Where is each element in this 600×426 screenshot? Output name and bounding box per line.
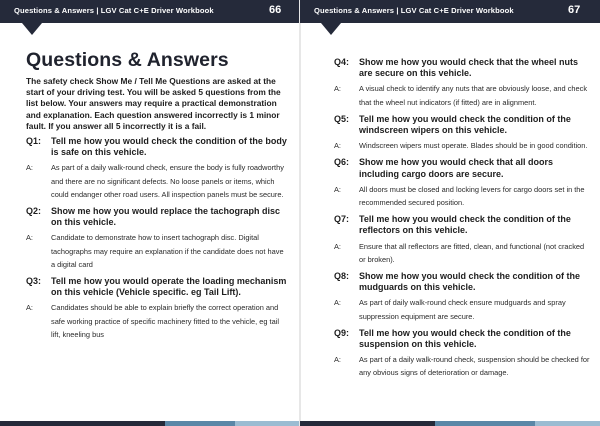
footer-stripe-light xyxy=(535,421,600,426)
qa-item-q6 xyxy=(334,157,590,209)
question-text: Tell me how you would check the condition of the reflectors on this vehicle. xyxy=(359,214,571,236)
qa-item-q3 xyxy=(26,276,288,341)
right-page xyxy=(300,0,600,426)
question-number: Q2: xyxy=(26,206,42,217)
footer-stripe-mid xyxy=(435,421,535,426)
question-text: Show me how you would check that the wheel nuts are secure on this vehicle. xyxy=(359,57,579,79)
footer-stripe-dark xyxy=(300,421,435,426)
qa-item-q9 xyxy=(334,328,590,380)
page-number: 66 xyxy=(269,4,282,16)
header-notch xyxy=(22,23,42,35)
footer-stripe-mid xyxy=(165,421,235,426)
question-number: Q3: xyxy=(26,276,42,287)
answer-label: A: xyxy=(26,303,33,313)
qa-item-q1 xyxy=(26,136,288,201)
footer-stripe-light xyxy=(235,421,300,426)
question-text: Show me how you would check that all doors including cargo doors are secure. xyxy=(359,157,554,179)
question-number: Q9: xyxy=(334,327,350,338)
answer-label: A: xyxy=(334,184,341,194)
qa-item-q4 xyxy=(334,57,590,109)
question-number: Q8: xyxy=(334,271,350,282)
question-number: Q4: xyxy=(334,57,350,67)
page-footer-stripe xyxy=(300,421,600,426)
answer-label: A: xyxy=(26,163,33,173)
answer-text: All doors must be closed and locking levers for cargo doors set in the recommended secured position. xyxy=(359,184,585,208)
question-text: Tell me how you would check the condition of the suspension on this vehicle. xyxy=(359,327,571,350)
qa-item-q7 xyxy=(334,214,590,266)
qa-item-q5 xyxy=(334,114,590,153)
answer-text: As part of daily walk-round check ensure mudguards and spray suppression equipment are secure. xyxy=(359,298,566,321)
intro-paragraph: The safety check Show Me / Tell Me Questions are asked at the start of your driving test. You will be asked 5 questions from the list below. Your answers may require a practical demonstration and explanation. Each question answered incorrectly is 1 minor fault. If you answer all 5 incorrectly it is a fail. xyxy=(26,76,281,131)
answer-text: Candidates should be able to explain briefly the correct operation and safe working practice of specific machinery fitted to the vehicle, eg tail lift, kneeling bus xyxy=(51,303,279,339)
qa-item-q2 xyxy=(26,206,288,271)
page-number: 67 xyxy=(568,4,581,16)
header-notch xyxy=(321,23,341,35)
question-text: Show me how you would check the condition of the mudguards on this vehicle. xyxy=(359,271,581,293)
question-text: Tell me how you would operate the loading mechanism on this vehicle (Vehicle specific. eg Tail Lift). xyxy=(51,276,287,298)
page-content xyxy=(26,49,288,346)
answer-text: As part of a daily walk-round check, ensure the body is fully roadworthy and there are no significant defects. No loose panels or items, which could endanger other road users. All inspection panels must be secure. xyxy=(51,163,284,199)
question-number: Q7: xyxy=(334,214,350,225)
answer-label: A: xyxy=(334,355,341,365)
header-title: Questions & Answers | LGV Cat C+E Driver Workbook xyxy=(314,6,514,15)
answer-text: Windscreen wipers must operate. Blades should be in good condition. xyxy=(359,141,588,151)
qa-item-q8 xyxy=(334,271,590,323)
answer-label: A: xyxy=(334,84,341,94)
answer-label: A: xyxy=(26,233,33,243)
answer-text: A visual check to identify any nuts that are obviously loose, and check that the wheel nut indicators (if fitted) are in alignment. xyxy=(359,84,588,107)
question-text: Tell me how you would check the condition of the body is safe on this vehicle. xyxy=(51,136,287,158)
answer-label: A: xyxy=(334,141,341,151)
question-number: Q1: xyxy=(26,136,42,147)
answer-text: Candidate to demonstrate how to insert tachograph disc. Digital tachographs may require an explanation if the candidate does not have a digital card xyxy=(51,233,284,269)
footer-stripe-dark xyxy=(0,421,165,426)
answer-label: A: xyxy=(334,241,341,251)
page-footer-stripe xyxy=(0,421,300,426)
answer-text: Ensure that all reflectors are fitted, clean, and functional (not cracked or broken). xyxy=(359,241,585,264)
question-number: Q6: xyxy=(334,157,350,168)
question-text: Tell me how you would check the condition of the windscreen wipers on this vehicle. xyxy=(359,113,571,136)
answer-label: A: xyxy=(334,298,341,308)
page-title: Questions & Answers xyxy=(26,49,229,71)
question-number: Q5: xyxy=(334,113,350,124)
question-text: Show me how you would replace the tachograph disc on this vehicle. xyxy=(51,206,281,228)
page-content xyxy=(334,57,590,385)
answer-text: As part of a daily walk-round check, suspension should be checked for any obvious signs of deterioration or damage. xyxy=(359,355,590,378)
page-header xyxy=(0,0,300,23)
header-title: Questions & Answers | LGV Cat C+E Driver Workbook xyxy=(14,6,214,15)
page-header xyxy=(300,0,600,23)
